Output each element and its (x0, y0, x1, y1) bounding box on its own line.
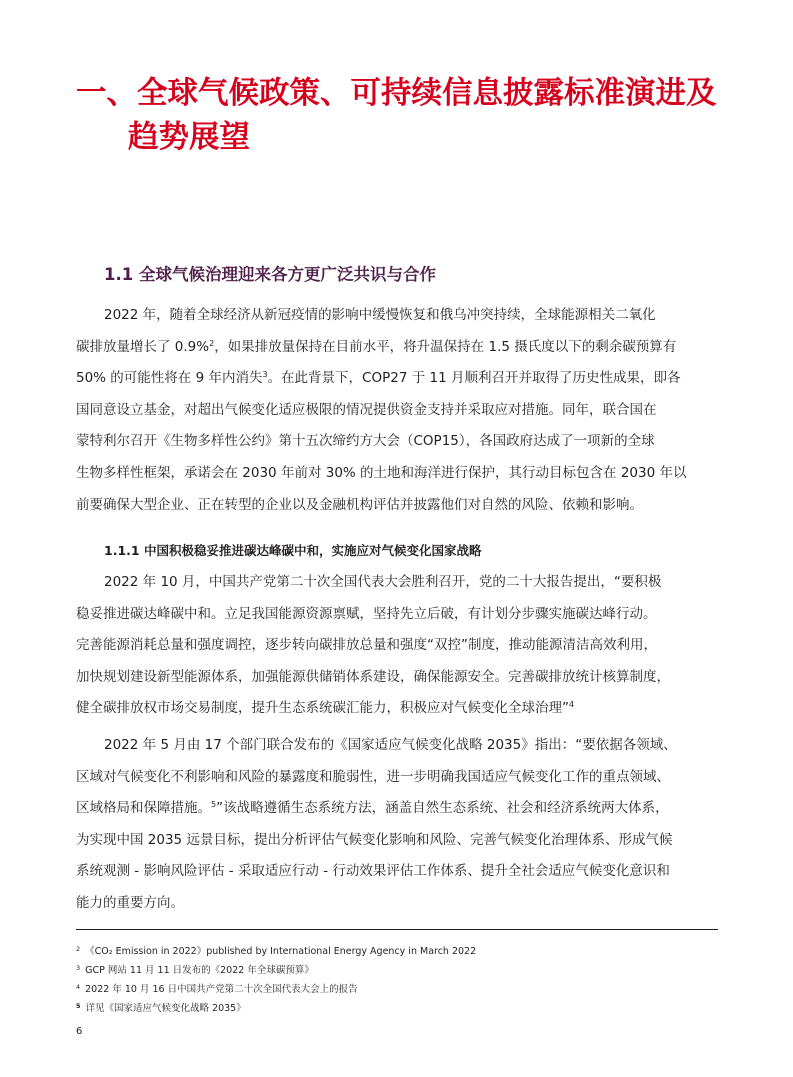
paragraph-2-line: 2022 年 10 月，中国共产党第二十次全国代表大会胜利召开，党的二十大报告提出，“要积极 (104, 574, 662, 590)
footnote-text: GCP 网站 11 月 11 日发布的《2022 年全球碳预算》 (85, 965, 314, 976)
paragraph-1 (76, 300, 718, 521)
footnote-3 (76, 962, 314, 977)
footnote-ref-5: 5 (211, 800, 217, 810)
footnote-5 (76, 1000, 246, 1015)
section-title-line2: 趋势展望 (128, 120, 250, 155)
subsection-title: 1.1 全球气候治理迎来各方更广泛共识与合作 (104, 265, 436, 284)
paragraph-3-line: 系统观测 - 影响风险评估 - 采取适应行动 - 行动效果评估工作体系、提升全社会适应气候变化意识和 (76, 863, 670, 880)
section-title-line1: 一、全球气候政策、可持续信息披露标准演进及 (76, 76, 717, 111)
footnote-ref-2: 2 (209, 338, 215, 348)
footnote-number: 3 (76, 964, 81, 972)
paragraph-3-line: 区域格局和保障措施。$^5$”该战略遵循生态系统方法，涵盖自然生态系统、社会和经济系统两大体系， (76, 800, 669, 817)
paragraph-2-line: 健全碳排放权市场交易制度，提升生态系统碳汇能力，积极应对气候变化全球治理”$^4$ (76, 700, 575, 717)
footnote-text: 2022 年 10 月 16 日中国共产党第二十次全国代表大会上的报告 (85, 984, 358, 995)
paragraph-1-line: 蒙特利尔召开《生物多样性公约》第十五次缔约方大会（COP15），各国政府达成了一项新的全球 (76, 433, 655, 450)
paragraph-3-line: 2022 年 5 月由 17 个部门联合发布的《国家适应气候变化战略 2035》指出：“要依据各领域、 (104, 737, 677, 753)
paragraph-3-line: 区域对气候变化不利影响和风险的暴露度和脆弱性，进一步明确我国适应气候变化工作的重点领域、 (76, 768, 670, 785)
paragraph-2 (76, 567, 718, 725)
paragraph-3-line: 能力的重要方向。 (76, 894, 184, 911)
paragraph-2-line: 完善能源消耗总量和强度调控，逐步转向碳排放总量和强度“双控”制度，推动能源清洁高效利用， (76, 637, 657, 654)
paragraph-1-line: 碳排放量增长了 0.9%$^2$，如果排放量保持在目前水平，将升温保持在 1.5 摄氏度以下的剩余碳预算有 (76, 338, 677, 355)
footnote-2 (76, 943, 476, 958)
paragraph-1-line: 国同意设立基金，对超出气候变化适应极限的情况提供资金支持并采取应对措施。同年，联合国在 (76, 401, 657, 418)
sub-subsection-title: 1.1.1 中国积极稳妥推进碳达峰碳中和，实施应对气候变化国家战略 (104, 543, 482, 558)
footnote-number: 2 (76, 945, 81, 953)
paragraph-3-line: 为实现中国 2035 远景目标，提出分析评估气候变化影响和风险、完善气候变化治理体系、形成气候 (76, 831, 673, 848)
paragraph-2-line: 加快规划建设新型能源体系，加强能源供储销体系建设，确保能源安全。完善碳排放统计核算制度， (76, 668, 670, 685)
footnote-number: 5 (76, 1002, 81, 1010)
paragraph-1-line: 2022 年，随着全球经济从新冠疫情的影响中缓慢恢复和俄乌冲突持续，全球能源相关二氧化 (104, 307, 656, 323)
paragraph-3 (76, 730, 718, 920)
paragraph-1-line: 前要确保大型企业、正在转型的企业以及金融机构评估并披露他们对自然的风险、依赖和影响。 (76, 496, 643, 513)
footnote-text: 详见《国家适应气候变化战略 2035》 (85, 1003, 246, 1014)
footnote-4 (76, 981, 358, 996)
footnote-ref-3: 3 (262, 370, 268, 380)
footnote-text: 《CO₂ Emission in 2022》published by International Energy Agency in March 2022 (85, 946, 477, 957)
footnote-ref-4: 4 (569, 700, 575, 710)
paragraph-1-line: 50% 的可能性将在 9 年内消失$^3$。在此背景下，COP27 于 11 月顺利召开并取得了历史性成果，即各 (76, 370, 681, 387)
footnote-divider (76, 929, 718, 930)
paragraph-1-line: 生物多样性框架，承诺会在 2030 年前对 30% 的土地和海洋进行保护，其行动目标包含在 2030 年以 (76, 464, 687, 481)
page-number: 6 (76, 1026, 83, 1037)
footnote-number: 4 (76, 983, 81, 991)
paragraph-2-line: 稳妥推进碳达峰碳中和。立足我国能源资源禀赋，坚持先立后破，有计划分步骤实施碳达峰行动。 (76, 605, 657, 622)
section-title (76, 72, 736, 160)
